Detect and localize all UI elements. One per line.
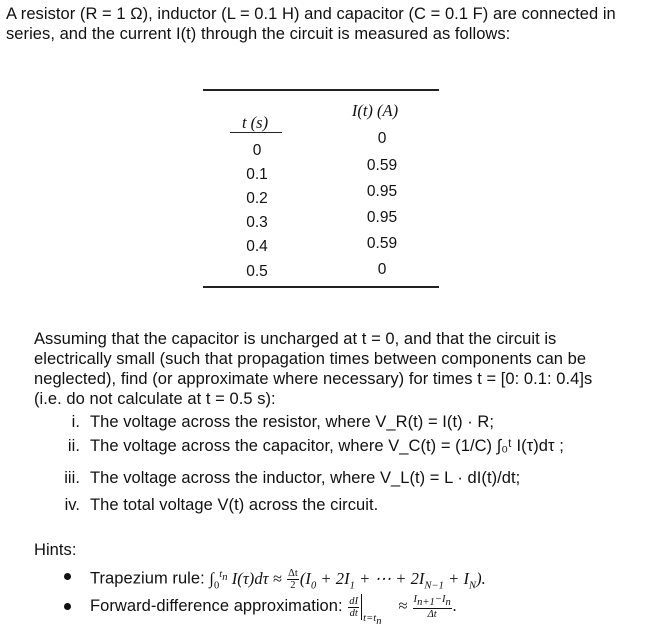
table-cell-time: 0	[252, 142, 262, 159]
hint-forward-difference	[90, 594, 457, 626]
table-header-time: t (s)	[241, 113, 269, 132]
hints-title: Hints:	[34, 541, 77, 559]
question-line-4: (i.e. do not calculate at t = 0.5 s):	[34, 390, 276, 408]
item-marker: i.	[71, 413, 80, 431]
forward-difference-formula: $\frac{dI}{dt}$ $_{t=t_n}$ ≈ $\frac{I_{n+1}-I_n}{\Delta t}$ .	[349, 594, 457, 628]
table-bottom-rule	[203, 286, 439, 288]
table-cell-time: 0.4	[246, 238, 268, 255]
table-cell-time: 0.2	[246, 190, 268, 207]
question-line-2: electrically small (such that propagation times between components can be	[34, 350, 587, 368]
trapezium-formula: $\int_0^{t_n}$ I(τ)dτ ≈ $\frac{\Delta t}{2}$ ($I_0 + 2I_1$ + ⋯ + $2I_{N-1} + I_N$).	[209, 568, 486, 592]
hint-trapezium-label: Trapezium rule:	[90, 569, 205, 588]
table-cell-time: 0.3	[246, 214, 268, 231]
intro-line-1: A resistor (R = 1 Ω), inductor (L = 0.1 H) and capacitor (C = 0.1 F) are connected in	[6, 5, 616, 23]
item-marker: iii.	[64, 469, 80, 487]
table-cell-current: 0.59	[366, 157, 398, 174]
item-text: The voltage across the resistor, where V_R(t) = I(t) · R;	[90, 413, 495, 431]
table-cell-current: 0	[377, 261, 387, 278]
table-cell-time: 0.5	[246, 263, 268, 280]
item-text: The voltage across the inductor, where V_L(t) = L · dI(t)/dt;	[90, 469, 521, 487]
table-top-rule	[203, 89, 439, 91]
bullet-icon	[64, 573, 71, 580]
item-marker: iv.	[64, 496, 80, 514]
hint-trapezium	[90, 565, 486, 596]
item-text: The voltage across the capacitor, where V_C(t) = (1/C) ∫₀ᵗ I(τ)dτ ;	[90, 437, 564, 455]
table-cell-current: 0.95	[366, 183, 398, 200]
intro-line-2: series, and the current I(t) through the circuit is measured as follows:	[6, 25, 511, 43]
table-cell-current: 0	[377, 130, 387, 147]
bullet-icon	[64, 603, 71, 610]
question-line-3: neglected), find (or approximate where necessary) for times t = [0: 0.1: 0.4]s	[34, 370, 593, 388]
item-marker: ii.	[67, 437, 80, 455]
item-text: The total voltage V(t) across the circuit.	[90, 496, 379, 514]
table-header-rule	[230, 132, 282, 133]
question-line-1: Assuming that the capacitor is uncharged at t = 0, and that the circuit is	[34, 330, 557, 348]
table-header-current: I(t) (A)	[351, 101, 399, 120]
hint-forward-label: Forward-difference approximation:	[90, 596, 343, 615]
table-cell-current: 0.95	[366, 209, 398, 226]
table-cell-time: 0.1	[246, 166, 268, 183]
table-cell-current: 0.59	[366, 235, 398, 252]
